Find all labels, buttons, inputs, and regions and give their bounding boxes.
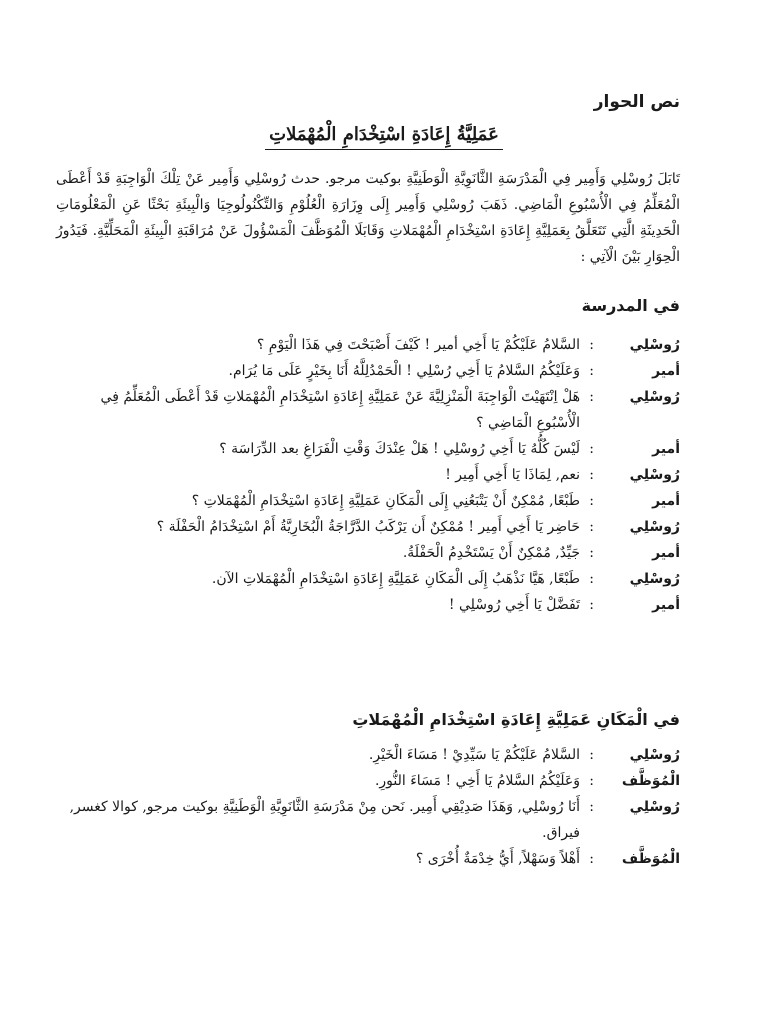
colon: : — [589, 773, 594, 789]
speaker-name: الْمُوَظَّف — [621, 851, 680, 867]
dialogue-text: لَيْسَ كُلُّهُ يَا أَخِي رُوسْلِي ! هَلْ عِنْدَكَ وَقْتِ الْفَرَاغِ بعد الدِّرَاسَة ؟ — [219, 441, 580, 457]
speaker-name: رُوسْلِي — [629, 389, 680, 405]
dialogue-school — [56, 332, 680, 618]
dialogue-text: وَعَلَيْكُمُ السَّلامُ يَا أَخِي رُسْلِي ! الْحَمْدُلِلَّهُ أَنَا بِخَيْرٍ عَلَى مَا يُرَام. — [228, 363, 580, 379]
colon: : — [589, 851, 594, 867]
section-title-school: في المدرسة — [581, 296, 680, 315]
dialogue-text: نعم, لِمَاذَا يَا أَخِي أَمِير ! — [445, 467, 580, 483]
section-title-recycling-center: في الْمَكَانِ عَمَلِيَّةِ إِعَادَةِ اسْتِخْدَامِ الْمُهْمَلاتِ — [352, 710, 680, 729]
dialogue-text: أَهْلاً وَسَهْلاً, أَيُّ خِدْمَةٌ أُخْرَى ؟ — [415, 851, 580, 867]
dialogue-text: أَنَا رُوسْلِي, وَهَذَا صَدِيْقِي أَمِير. نَحن مِنْ مَدْرَسَةِ الثَّانَوِيَّةِ الْوَطَنِيَّةِ بوكيت مرجو, كوالا كغسر, فيراق. — [69, 799, 580, 841]
dialogue-text: حَاضِر يَا أَخِي أَمِير ! مُمْكِنٌ أَن يَرْكَبُ الدَّرَّاجَةُ الْبُخَارِيَّةُ أَمْ اسْتِخْدَامُ الْحَفْلَة ؟ — [156, 519, 580, 535]
dialogue-line — [56, 462, 680, 488]
document-title: عَمَلِيَّةُ إِعَادَةِ اسْتِخْدَامِ الْمُهْمَلاتِ — [265, 124, 503, 150]
dialogue-text: السَّلامُ عَلَيْكُمْ يَا سَيِّدِيْ ! مَسَاءَ الْخَيْرِ. — [368, 747, 580, 763]
dialogue-line — [56, 794, 680, 846]
colon: : — [589, 597, 594, 613]
speaker-name: أمير — [652, 545, 680, 561]
dialogue-line — [56, 768, 680, 794]
dialogue-text: وَعَلَيْكُمُ السَّلامُ يَا أَخِي ! مَسَاءَ النُّورِ. — [374, 773, 580, 789]
dialogue-text: هَلْ اِنْتَهَيْتَ الْوَاجِبَةَ الْمَنْزِلِيَّةَ عَنْ عَمَلِيَّةِ إِعَادَةِ اسْتِخْدَامِ الْمُهْمَلاتِ قَدْ أَعْطَى الْمُعَلِّمُ فِي الْأُسْبُوعِ الْمَاضِي ؟ — [100, 389, 580, 431]
dialogue-line — [56, 742, 680, 768]
colon: : — [589, 389, 594, 405]
page-heading: نص الحوار — [593, 92, 680, 112]
dialogue-line — [56, 436, 680, 462]
colon: : — [589, 467, 594, 483]
speaker-name: رُوسْلِي — [629, 337, 680, 353]
dialogue-text: طَبْعًا, مُمْكِنٌ أَنْ يَتْبَعُنِي إِلَى الْمَكَانِ عَمَلِيَّةِ إِعَادَةِ اسْتِخْدَامِ الْمُهْمَلاتِ ؟ — [191, 493, 580, 509]
colon: : — [589, 519, 594, 535]
dialogue-text: طَبْعًا, هَيَّا نَذْهَبُ إِلَى الْمَكَانِ عَمَلِيَّةِ إِعَادَةِ اسْتِخْدَامِ الْمُهْمَلاتِ الآن. — [211, 571, 580, 587]
speaker-name: الْمُوَظَّف — [621, 773, 680, 789]
speaker-name: رُوسْلِي — [629, 799, 680, 815]
dialogue-line — [56, 358, 680, 384]
dialogue-line — [56, 846, 680, 872]
title-container — [0, 124, 768, 150]
colon: : — [589, 571, 594, 587]
intro-paragraph: تَابَلَ رُوسْلِي وَأَمِير فِي الْمَدْرَسَةِ الثَّانَوِيَّةِ الْوَطَنِيَّةِ بوكيت مرجو. حدث رُوسْلِي وَأَمِير عَنْ تِلْكَ الْوَاجِبَةِ قَدْ أَعْطَى الْمُعَلِّمُ فِي الْأُسْبُوعِ الْمَاضِي. ذَهَبَ رُوسْلِي وَأَمِير إِلَى وِزَارَةِ الْعُلُوْمِ وَالتِّكْنُولُوجِيَا وَالْبِيئَةِ بَحْثًا عَنِ الْمَعْلُومَاتِ الْحَدِيثَةِ الَّتِي تَتَعَلَّقُ بِعَمَلِيَّةِ إِعَادَةِ اسْتِخْدَامِ الْمُهْمَلاتِ وَقَابَلَا الْمُوَظَّفَ الْمَسْؤُولَ عَنْ مُرَاقَبَةِ الْبِيئَةِ الْمَحَلِّيَّةِ. فَيَدُورُ الْحِوَارِ بَيْنَ الْآتِي : — [56, 171, 680, 265]
dialogue-line — [56, 488, 680, 514]
colon: : — [589, 747, 594, 763]
colon: : — [589, 493, 594, 509]
colon: : — [589, 441, 594, 457]
dialogue-line — [56, 540, 680, 566]
speaker-name: أمير — [652, 363, 680, 379]
speaker-name: رُوسْلِي — [629, 519, 680, 535]
speaker-name: رُوسْلِي — [629, 747, 680, 763]
dialogue-text: السَّلامُ عَلَيْكُمْ يَا أَخِي أمير ! كَيْفَ أَصْبَحْتَ فِي هَذَا الْيَوْمِ ؟ — [256, 337, 580, 353]
dialogue-text: تَفَضَّلْ يَا أَخِي رُوسْلِي ! — [448, 597, 580, 613]
dialogue-recycling-center — [56, 742, 680, 872]
speaker-name: أمير — [652, 493, 680, 509]
colon: : — [589, 363, 594, 379]
speaker-name: رُوسْلِي — [629, 467, 680, 483]
dialogue-line — [56, 332, 680, 358]
speaker-name: رُوسْلِي — [629, 571, 680, 587]
dialogue-line — [56, 566, 680, 592]
dialogue-line — [56, 514, 680, 540]
speaker-name: أمير — [652, 441, 680, 457]
colon: : — [589, 545, 594, 561]
dialogue-text: جَيِّدٌ, مُمْكِنٌ أَنْ يَسْتَخْدِمُ الْحَفْلَةُ. — [402, 545, 580, 561]
dialogue-line — [56, 592, 680, 618]
dialogue-line — [56, 384, 680, 436]
colon: : — [589, 799, 594, 815]
colon: : — [589, 337, 594, 353]
speaker-name: أمير — [652, 597, 680, 613]
